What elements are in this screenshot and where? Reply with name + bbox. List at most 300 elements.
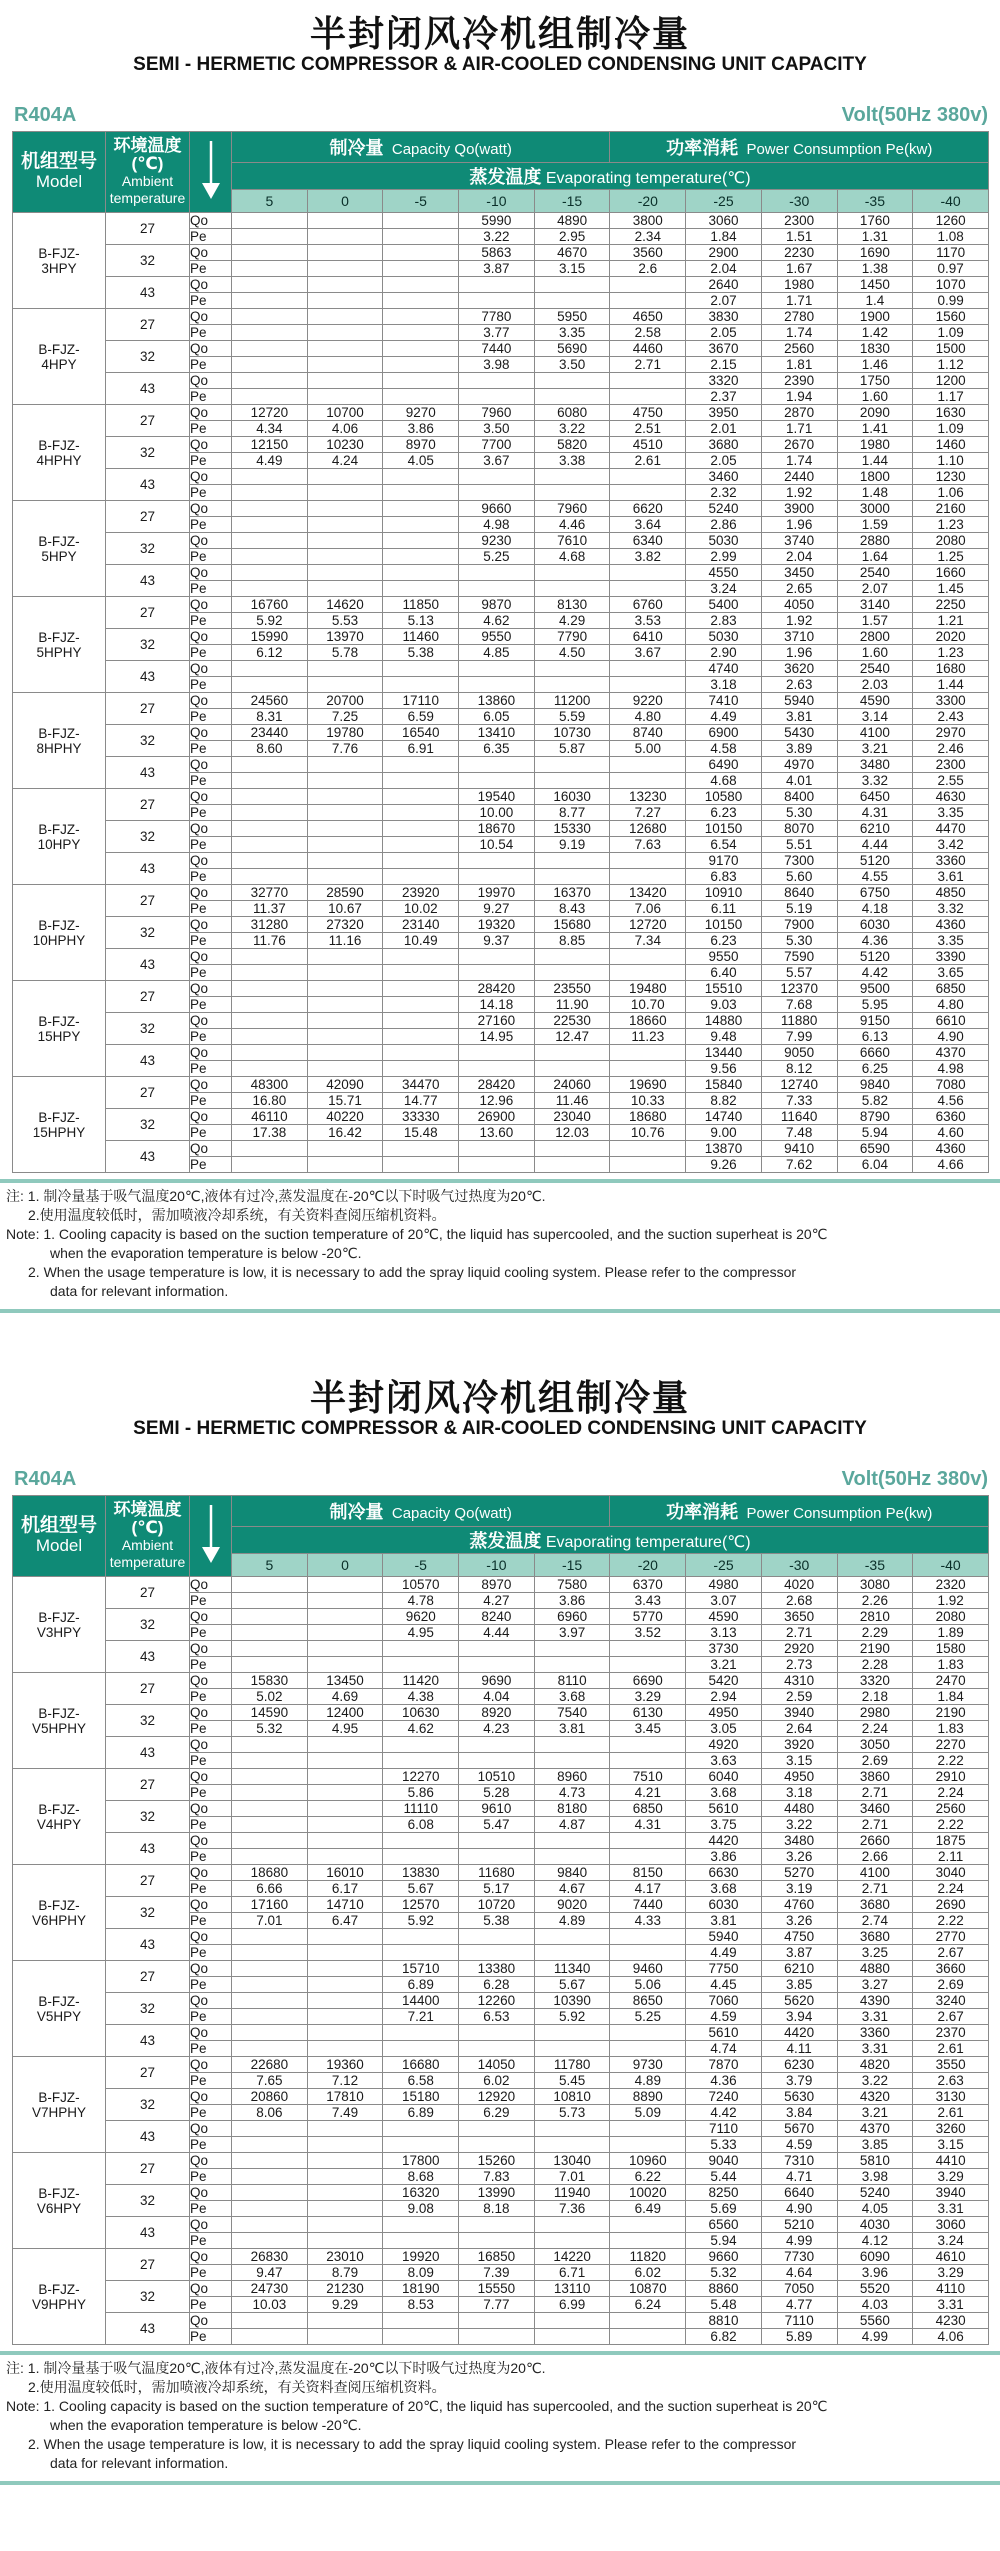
table-cell	[459, 565, 535, 581]
table-cell	[610, 2233, 686, 2249]
evap-temp-header: -5	[383, 190, 459, 213]
table-cell	[610, 1061, 686, 1077]
table-cell	[307, 485, 383, 501]
table-cell: 3.64	[610, 517, 686, 533]
table-cell: 3.52	[610, 1625, 686, 1641]
table-cell: 2.05	[686, 453, 762, 469]
table-cell	[534, 677, 610, 693]
note-line: 2.使用温度较低时，需加喷液冷却系统，有关资料查阅压缩机资料。	[28, 2379, 446, 2395]
table-cell: 4.59	[761, 2137, 837, 2153]
table-cell: 1.12	[913, 357, 989, 373]
table-cell	[232, 2329, 308, 2345]
table-cell	[307, 2041, 383, 2057]
table-cell: 11420	[383, 1673, 459, 1689]
table-cell: 1.84	[686, 229, 762, 245]
table-cell: 15260	[459, 2153, 535, 2169]
table-cell	[534, 1657, 610, 1673]
evap-temp-header: -25	[686, 190, 762, 213]
table-cell: 4.80	[913, 997, 989, 1013]
table-cell: 8.09	[383, 2265, 459, 2281]
ambient-temp: 32	[106, 1801, 190, 1833]
model-name-line: 5HPHY	[36, 644, 82, 660]
table-cell: 2.26	[837, 1593, 913, 1609]
table-cell: 5240	[837, 2185, 913, 2201]
table-cell: 7510	[610, 1769, 686, 1785]
table-cell: 1.92	[913, 1593, 989, 1609]
row-type-label: Qo	[190, 661, 232, 677]
table-cell: 5270	[761, 1865, 837, 1881]
table-row	[13, 1609, 989, 1625]
table-cell: 5030	[686, 533, 762, 549]
table-cell: 5.19	[761, 901, 837, 917]
row-type-label: Qo	[190, 2217, 232, 2233]
table-cell: 10810	[534, 2089, 610, 2105]
table-cell: 8240	[459, 1609, 535, 1625]
table-cell: 19540	[459, 789, 535, 805]
table-cell: 18680	[232, 1865, 308, 1881]
table-cell	[307, 805, 383, 821]
table-cell: 4.49	[232, 453, 308, 469]
table-cell	[307, 1657, 383, 1673]
table-cell: 5.28	[459, 1785, 535, 1801]
table-cell: 4.60	[913, 1125, 989, 1141]
table-cell	[383, 2329, 459, 2345]
table-cell: 6.23	[686, 805, 762, 821]
table-cell	[459, 1945, 535, 1961]
table-cell	[383, 309, 459, 325]
ambient-temp: 27	[106, 693, 190, 725]
table-cell: 15550	[459, 2281, 535, 2297]
table-row	[13, 1109, 989, 1125]
table-cell: 1.46	[837, 357, 913, 373]
table-cell: 6030	[686, 1897, 762, 1913]
table-cell: 3830	[686, 309, 762, 325]
table-cell	[383, 1045, 459, 1061]
row-type-label: Pe	[190, 389, 232, 405]
table-row	[13, 565, 989, 581]
table-cell: 4230	[913, 2313, 989, 2329]
down-arrow-icon	[190, 132, 232, 213]
row-type-label: Pe	[190, 453, 232, 469]
table-cell	[232, 565, 308, 581]
table-row	[13, 789, 989, 805]
table-cell: 2.69	[913, 1977, 989, 1993]
row-type-label: Qo	[190, 2185, 232, 2201]
table-row	[13, 2281, 989, 2297]
table-cell	[307, 293, 383, 309]
table-cell	[610, 949, 686, 965]
table-cell: 5420	[686, 1673, 762, 1689]
table-cell	[383, 277, 459, 293]
table-cell: 5630	[761, 2089, 837, 2105]
table-cell: 12260	[459, 1993, 535, 2009]
table-cell	[307, 565, 383, 581]
evap-temp-header: -30	[761, 1554, 837, 1577]
table-cell	[232, 1801, 308, 1817]
table-cell: 3.65	[913, 965, 989, 981]
table-cell: 3480	[837, 757, 913, 773]
table-cell: 8790	[837, 1109, 913, 1125]
model-name	[13, 1577, 106, 1673]
table-cell: 1.67	[761, 261, 837, 277]
table-row	[13, 1045, 989, 1061]
ambient-temp: 43	[106, 1641, 190, 1673]
row-type-label: Pe	[190, 2105, 232, 2121]
table-cell: 10390	[534, 1993, 610, 2009]
table-cell: 3.22	[459, 229, 535, 245]
row-type-label: Pe	[190, 293, 232, 309]
table-cell	[232, 1737, 308, 1753]
table-cell	[307, 501, 383, 517]
table-cell: 7.33	[761, 1093, 837, 1109]
table-cell	[232, 277, 308, 293]
table-cell: 8.06	[232, 2105, 308, 2121]
table-cell: 2880	[837, 533, 913, 549]
table-cell: 3660	[913, 1961, 989, 1977]
table-cell: 3.14	[837, 709, 913, 725]
row-type-label: Qo	[190, 821, 232, 837]
table-cell	[383, 469, 459, 485]
table-cell	[610, 677, 686, 693]
table-cell	[232, 1641, 308, 1657]
table-cell: 5.95	[837, 997, 913, 1013]
table-cell	[383, 1013, 459, 1029]
ambient-header-cn: 环境温度(℃)	[113, 136, 182, 173]
table-cell: 2.18	[837, 1689, 913, 1705]
table-cell: 3680	[837, 1897, 913, 1913]
model-header-cn: 机组型号	[20, 151, 97, 172]
table-cell: 4.77	[761, 2297, 837, 2313]
table-cell: 40220	[307, 1109, 383, 1125]
table-cell: 3730	[686, 1641, 762, 1657]
table-cell	[232, 501, 308, 517]
table-cell	[383, 805, 459, 821]
row-type-label: Qo	[190, 533, 232, 549]
table-cell	[307, 1061, 383, 1077]
table-cell: 5990	[459, 213, 535, 229]
row-type-label: Qo	[190, 2121, 232, 2137]
model-name-line: V5HPHY	[31, 1720, 87, 1736]
row-type-label: Qo	[190, 1961, 232, 1977]
table-cell	[383, 373, 459, 389]
table-cell: 14740	[686, 1109, 762, 1125]
table-cell: 2970	[913, 725, 989, 741]
table-cell	[232, 245, 308, 261]
model-name	[13, 2057, 106, 2153]
table-cell	[534, 469, 610, 485]
table-cell	[459, 485, 535, 501]
row-type-label: Pe	[190, 1753, 232, 1769]
row-type-label: Qo	[190, 1609, 232, 1625]
row-type-label: Pe	[190, 901, 232, 917]
ambient-temp: 27	[106, 501, 190, 533]
row-type-label: Pe	[190, 2073, 232, 2089]
table-cell: 2.34	[610, 229, 686, 245]
table-cell: 4.78	[383, 1593, 459, 1609]
table-cell: 1.08	[913, 229, 989, 245]
table-cell: 8740	[610, 725, 686, 741]
table-cell: 4030	[837, 2217, 913, 2233]
table-row	[13, 2025, 989, 2041]
table-cell: 48300	[232, 1077, 308, 1093]
table-cell	[307, 2201, 383, 2217]
table-cell: 2.73	[761, 1657, 837, 1673]
table-cell: 3320	[686, 373, 762, 389]
table-cell: 5.51	[761, 837, 837, 853]
table-cell: 4.06	[307, 421, 383, 437]
table-cell: 5620	[761, 1993, 837, 2009]
row-type-label: Qo	[190, 1077, 232, 1093]
table-cell: 6.83	[686, 869, 762, 885]
table-cell: 5.25	[459, 549, 535, 565]
table-cell: 4.36	[837, 933, 913, 949]
table-cell: 4.80	[610, 709, 686, 725]
table-cell	[610, 853, 686, 869]
table-cell: 4.98	[459, 517, 535, 533]
table-cell	[610, 2217, 686, 2233]
down-arrow-icon	[190, 1496, 232, 1577]
table-cell	[307, 869, 383, 885]
table-cell: 3.67	[459, 453, 535, 469]
evap-temp-header: -10	[459, 1554, 535, 1577]
table-cell: 20860	[232, 2089, 308, 2105]
table-cell: 4.42	[837, 965, 913, 981]
power-header-en: Power Consumption Pe(kw)	[746, 141, 933, 158]
table-cell	[232, 869, 308, 885]
model-name	[13, 405, 106, 501]
model-name-line: 15HPHY	[32, 1124, 86, 1140]
table-cell	[232, 1817, 308, 1833]
row-type-label: Qo	[190, 2057, 232, 2073]
capacity-header	[232, 1496, 610, 1527]
table-cell: 10.49	[383, 933, 459, 949]
table-cell: 4.99	[837, 2329, 913, 2345]
table-cell: 2.71	[837, 1881, 913, 1897]
table-cell: 2770	[913, 1929, 989, 1945]
table-cell: 12.96	[459, 1093, 535, 1109]
ambient-temp: 43	[106, 661, 190, 693]
table-cell	[232, 1961, 308, 1977]
table-cell: 7590	[761, 949, 837, 965]
table-cell: 3.21	[686, 1657, 762, 1673]
table-cell: 7790	[534, 629, 610, 645]
row-type-label: Qo	[190, 469, 232, 485]
table-cell: 4370	[837, 2121, 913, 2137]
table-cell: 1.74	[761, 453, 837, 469]
table-cell	[307, 1753, 383, 1769]
table-cell: 9550	[686, 949, 762, 965]
table-cell	[383, 1849, 459, 1865]
table-cell	[459, 677, 535, 693]
table-cell: 9050	[761, 1045, 837, 1061]
table-cell: 9.26	[686, 1157, 762, 1173]
table-cell: 3260	[913, 2121, 989, 2137]
table-cell: 3.68	[686, 1785, 762, 1801]
table-cell	[232, 1141, 308, 1157]
table-cell	[232, 485, 308, 501]
table-cell: 5.82	[837, 1093, 913, 1109]
table-cell: 9610	[459, 1801, 535, 1817]
ambient-temp: 43	[106, 1833, 190, 1865]
table-cell	[307, 469, 383, 485]
ambient-temp: 27	[106, 981, 190, 1013]
table-cell: 14590	[232, 1705, 308, 1721]
table-row	[13, 213, 989, 229]
table-cell: 12370	[761, 981, 837, 997]
table-cell	[307, 2153, 383, 2169]
evap-temp-header: -40	[913, 190, 989, 213]
table-cell: 15990	[232, 629, 308, 645]
table-cell: 8890	[610, 2089, 686, 2105]
table-cell: 5.53	[307, 613, 383, 629]
table-row	[13, 245, 989, 261]
table-cell: 8970	[383, 437, 459, 453]
table-cell: 14.77	[383, 1093, 459, 1109]
divider	[0, 2351, 1000, 2355]
row-type-label: Qo	[190, 853, 232, 869]
table-cell	[383, 261, 459, 277]
table-cell	[459, 853, 535, 869]
table-row	[13, 949, 989, 965]
table-cell: 6.66	[232, 1881, 308, 1897]
table-cell	[459, 2329, 535, 2345]
table-cell: 11110	[383, 1801, 459, 1817]
table-cell: 5810	[837, 2153, 913, 2169]
table-cell: 15330	[534, 821, 610, 837]
table-cell: 12680	[610, 821, 686, 837]
ambient-header	[106, 1496, 190, 1577]
table-cell: 23040	[534, 1109, 610, 1125]
table-cell: 4.31	[837, 805, 913, 821]
table-cell: 4320	[837, 2089, 913, 2105]
table-cell: 19690	[610, 1077, 686, 1093]
table-cell	[307, 277, 383, 293]
table-cell: 7610	[534, 533, 610, 549]
table-cell: 1.4	[837, 293, 913, 309]
table-cell: 3.15	[534, 261, 610, 277]
table-cell: 1.92	[761, 613, 837, 629]
table-cell: 1230	[913, 469, 989, 485]
model-name-line: B-FJZ-	[38, 1993, 80, 2009]
table-cell	[459, 757, 535, 773]
table-cell: 3.84	[761, 2105, 837, 2121]
table-cell: 6030	[837, 917, 913, 933]
table-cell	[232, 1833, 308, 1849]
table-cell: 15180	[383, 2089, 459, 2105]
table-cell: 3940	[913, 2185, 989, 2201]
table-cell: 4.44	[837, 837, 913, 853]
table-cell	[383, 661, 459, 677]
table-cell: 7750	[686, 1961, 762, 1977]
table-cell: 6410	[610, 629, 686, 645]
table-cell: 4460	[610, 341, 686, 357]
table-cell: 3.21	[837, 741, 913, 757]
table-cell: 10730	[534, 725, 610, 741]
table-cell	[232, 2025, 308, 2041]
table-cell	[383, 821, 459, 837]
table-cell	[534, 949, 610, 965]
table-cell: 1.60	[837, 645, 913, 661]
table-cell	[232, 789, 308, 805]
table-cell	[459, 2121, 535, 2137]
note-line: Note: 1. Cooling capacity is based on the suction temperature of 20℃, the liquid has supercooled, and the suction superheat is 20℃	[6, 2398, 828, 2414]
table-row	[13, 1077, 989, 1093]
table-cell: 19970	[459, 885, 535, 901]
row-type-label: Pe	[190, 1945, 232, 1961]
table-cell	[383, 245, 459, 261]
table-cell: 1070	[913, 277, 989, 293]
table-cell	[307, 2121, 383, 2137]
row-type-label: Qo	[190, 1929, 232, 1945]
table-cell: 12570	[383, 1897, 459, 1913]
table-cell: 2.07	[837, 581, 913, 597]
table-row	[13, 309, 989, 325]
note-line: 2.使用温度较低时，需加喷液冷却系统，有关资料查阅压缩机资料。	[28, 1207, 446, 1223]
table-row	[13, 1673, 989, 1689]
table-cell	[383, 2121, 459, 2137]
power-header	[610, 132, 989, 163]
table-cell	[307, 213, 383, 229]
table-cell: 4.42	[686, 2105, 762, 2121]
row-type-label: Pe	[190, 2169, 232, 2185]
row-type-label: Qo	[190, 1993, 232, 2009]
table-cell: 9.03	[686, 997, 762, 1013]
table-cell: 5.38	[383, 645, 459, 661]
table-cell: 3.22	[761, 1817, 837, 1833]
table-cell	[534, 1737, 610, 1753]
row-type-label: Pe	[190, 773, 232, 789]
table-cell: 4.01	[761, 773, 837, 789]
table-cell: 2270	[913, 1737, 989, 1753]
table-cell: 6.49	[610, 2201, 686, 2217]
table-cell	[383, 549, 459, 565]
table-cell: 5.87	[534, 741, 610, 757]
table-cell	[534, 2233, 610, 2249]
table-cell	[383, 1157, 459, 1173]
table-cell: 7050	[761, 2281, 837, 2297]
table-cell: 2.24	[913, 1785, 989, 1801]
row-type-label: Qo	[190, 2281, 232, 2297]
row-type-label: Qo	[190, 501, 232, 517]
table-cell: 6.25	[837, 1061, 913, 1077]
table-cell	[534, 2025, 610, 2041]
table-cell: 2160	[913, 501, 989, 517]
ambient-temp: 43	[106, 469, 190, 501]
table-cell: 3.50	[459, 421, 535, 437]
table-cell: 1200	[913, 373, 989, 389]
table-cell: 4.55	[837, 869, 913, 885]
table-cell: 1900	[837, 309, 913, 325]
table-cell	[610, 869, 686, 885]
table-cell: 16370	[534, 885, 610, 901]
table-cell: 4.73	[534, 1785, 610, 1801]
table-cell: 24060	[534, 1077, 610, 1093]
table-cell: 4760	[761, 1897, 837, 1913]
table-cell: 3920	[761, 1737, 837, 1753]
ambient-temp: 32	[106, 437, 190, 469]
ambient-temp: 32	[106, 1897, 190, 1929]
capacity-header	[232, 132, 610, 163]
table-cell: 2.74	[837, 1913, 913, 1929]
table-cell: 3.94	[761, 2009, 837, 2025]
table-cell: 3.61	[913, 869, 989, 885]
table-cell	[459, 293, 535, 309]
table-cell: 1.31	[837, 229, 913, 245]
table-cell: 7.34	[610, 933, 686, 949]
table-cell	[534, 1833, 610, 1849]
model-name	[13, 1865, 106, 1961]
table-cell: 3.75	[686, 1817, 762, 1833]
